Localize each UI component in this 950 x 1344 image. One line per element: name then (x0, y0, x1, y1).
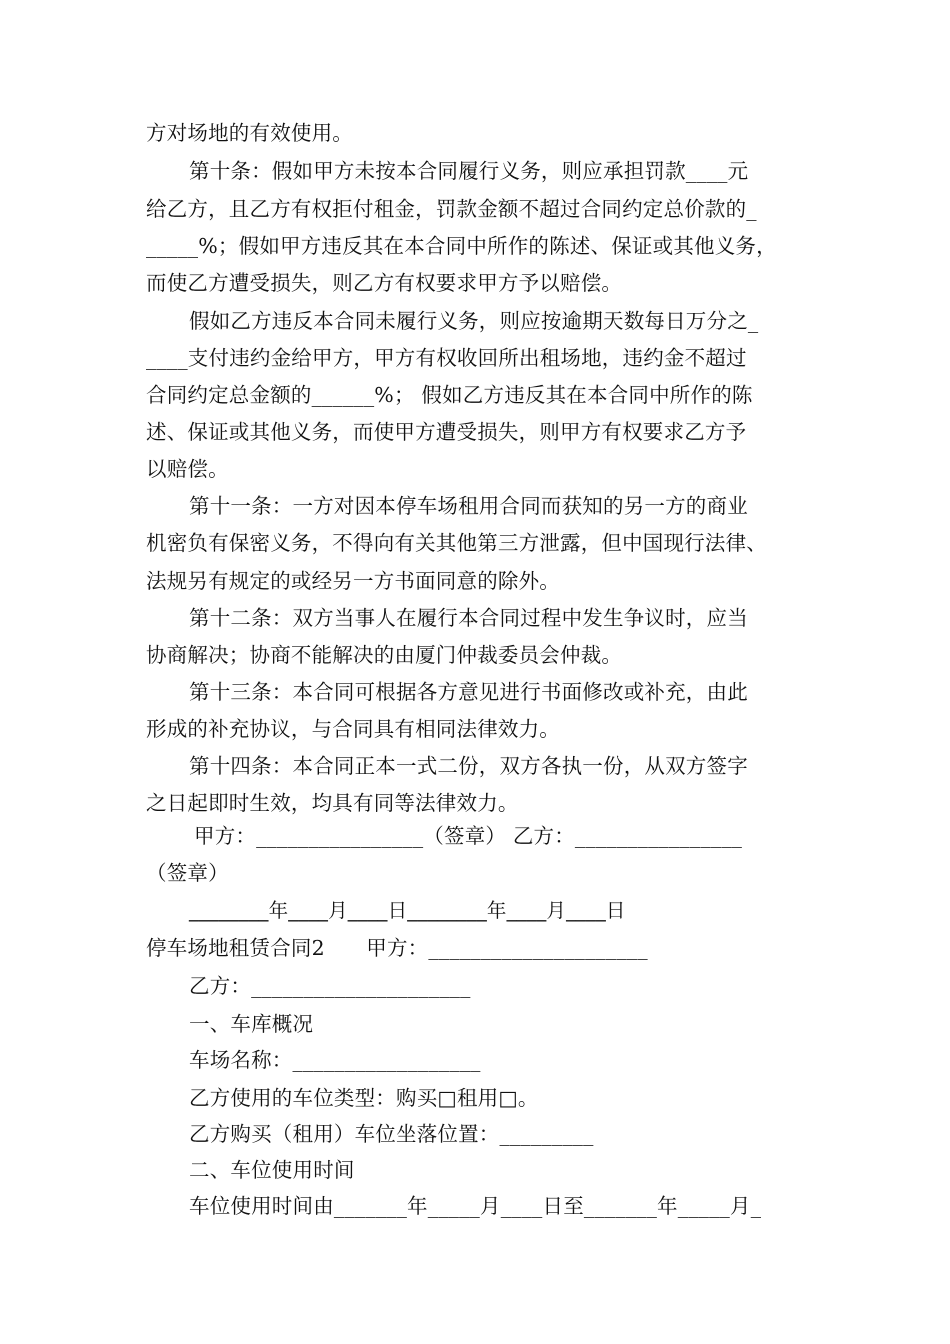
space-location-line: 乙方购买（租用）车位坐落位置：_________ (189, 1122, 594, 1146)
parking-lot-name-line: 车场名称：__________________ (189, 1048, 481, 1072)
text-line: 以赔偿。 (146, 457, 229, 481)
text-line: ____支付违约金给甲方，甲方有权收回所出租场地，违约金不超过 (146, 346, 747, 370)
space-type-line: 乙方使用的车位类型：购买□租用□。 (189, 1086, 539, 1110)
date-line: ________年____月____日________年____月____日 (189, 899, 626, 922)
section-heading-garage-overview: 一、车库概况 (189, 1012, 314, 1036)
text-line: _____%；假如甲方违反其在本合同中所作的陈述、保证或其他义务， (146, 234, 777, 258)
text-line: 形成的补充协议，与合同具有相同法律效力。 (146, 717, 560, 741)
article-12-line-1: 第十二条：双方当事人在履行本合同过程中发生争议时，应当 (189, 606, 748, 630)
paragraph-start: 假如乙方违反本合同未履行义务，则应按逾期天数每日万分之_ (189, 309, 759, 333)
seal-label: （签章） (146, 861, 229, 885)
text-line: 之日起即时生效，均具有同等法律效力。 (146, 791, 519, 815)
article-11-line-1: 第十一条：一方对因本停车场租用合同而获知的另一方的商业 (189, 494, 748, 518)
contract-2-title-line: 停车场地租赁合同2 甲方：_____________________ (146, 936, 648, 960)
text-line: 机密负有保密义务，不得向有关其他第三方泄露，但中国现行法律、 (146, 531, 767, 555)
text-line: 协商解决；协商不能解决的由厦门仲裁委员会仲裁。 (146, 643, 623, 667)
text-line: 法规另有规定的或经另一方书面同意的除外。 (146, 569, 560, 593)
text-line: 给乙方，且乙方有权拒付租金，罚款金额不超过合同约定总价款的_ (146, 197, 757, 221)
article-13-line-1: 第十三条：本合同可根据各方意见进行书面修改或补充，由此 (189, 680, 748, 704)
article-14-line-1: 第十四条：本合同正本一式二份，双方各执一份，从双方签字 (189, 754, 748, 778)
text-line: 而使乙方遭受损失，则乙方有权要求甲方予以赔偿。 (146, 271, 623, 295)
text-line: 方对场地的有效使用。 (146, 121, 353, 145)
signature-line: 甲方：________________（签章） 乙方：________________ (194, 824, 743, 848)
text-line: 述、保证或其他义务，而使甲方遭受损失，则甲方有权要求乙方予 (146, 420, 747, 444)
article-10-line-1: 第十条：假如甲方未按本合同履行义务，则应承担罚款____元 (189, 159, 749, 183)
section-heading-usage-time: 二、车位使用时间 (189, 1158, 355, 1182)
text-line: 合同约定总金额的______%； 假如乙方违反其在本合同中所作的陈 (146, 383, 753, 407)
usage-period-line: 车位使用时间由_______年_____月____日至_______年_____月_ (189, 1194, 762, 1218)
party-b-line: 乙方：_____________________ (189, 974, 471, 998)
